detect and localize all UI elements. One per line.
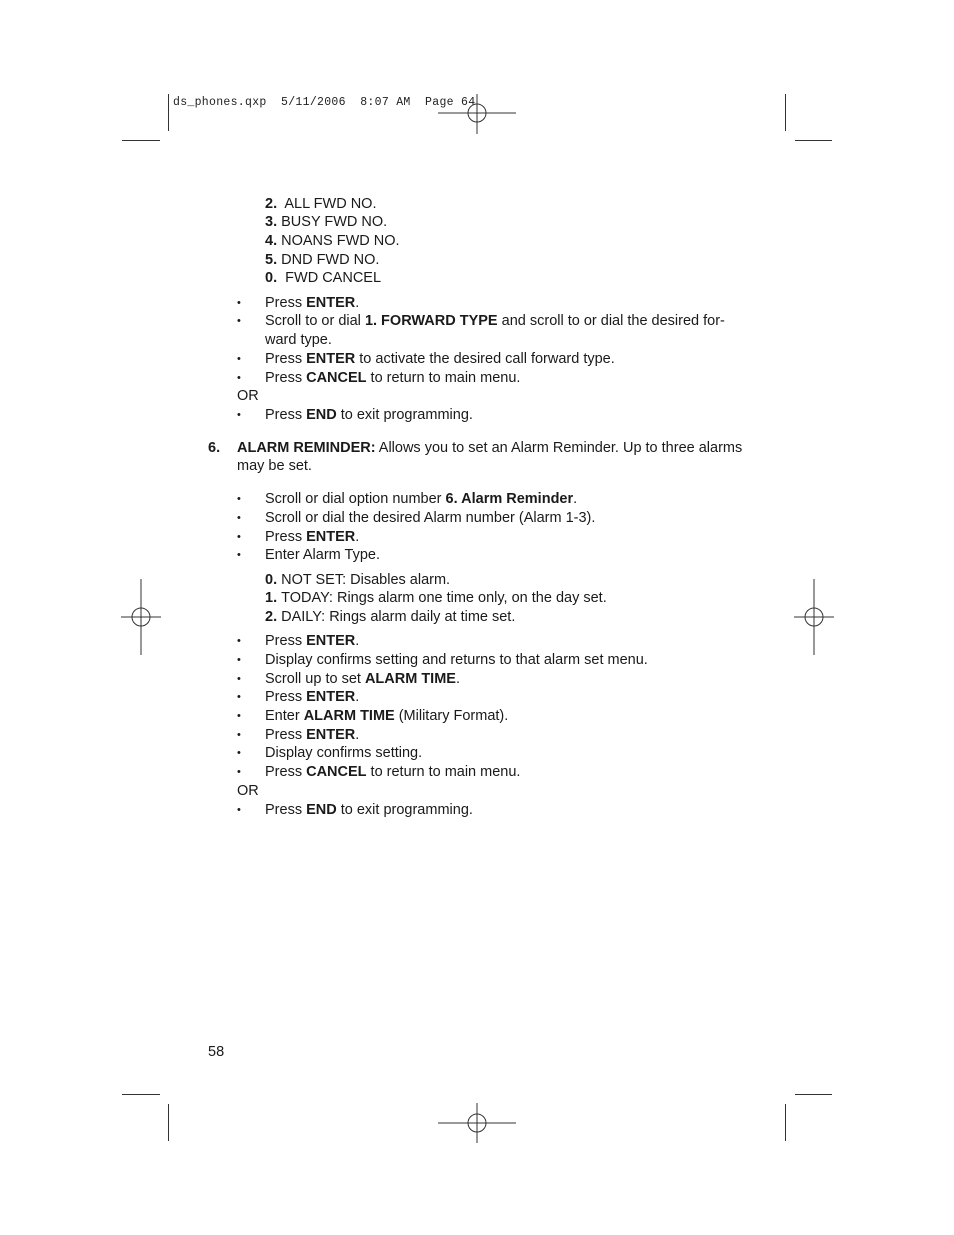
crop-mark: [122, 140, 160, 141]
section-number: 6.: [208, 440, 221, 456]
section-description: may be set.: [237, 458, 312, 474]
step-text: Press ENTER.: [265, 727, 360, 743]
fwd-option: 5. DND FWD NO.: [265, 252, 380, 268]
or-separator: OR: [237, 388, 259, 404]
step-text: Press END to exit programming.: [265, 407, 473, 423]
registration-mark-icon: [794, 579, 834, 655]
bullet: •: [237, 654, 241, 666]
crop-mark: [168, 94, 169, 131]
bullet: •: [237, 710, 241, 722]
step-text: Display confirms setting.: [265, 745, 423, 761]
step-text-continued: ward type.: [265, 332, 332, 348]
page-number: 58: [208, 1044, 225, 1060]
alarm-type-option: 0. NOT SET: Disables alarm.: [265, 572, 451, 588]
bullet: •: [237, 315, 241, 327]
step-text: Press CANCEL to return to main menu.: [265, 370, 521, 386]
bullet: •: [237, 691, 241, 703]
registration-mark-icon: [438, 1103, 516, 1143]
step-text: Scroll to or dial 1. FORWARD TYPE and scroll to or dial the desired for-: [265, 313, 725, 329]
step-text: Display confirms setting and returns to that alarm set menu.: [265, 652, 648, 668]
alarm-type-option: 1. TODAY: Rings alarm one time only, on the day set.: [265, 590, 607, 606]
crop-mark: [795, 1094, 832, 1095]
fwd-option: 3. BUSY FWD NO.: [265, 214, 388, 230]
bullet: •: [237, 512, 241, 524]
step-text: Scroll up to set ALARM TIME.: [265, 671, 460, 687]
bullet: •: [237, 747, 241, 759]
step-text: Scroll or dial the desired Alarm number (Alarm 1-3).: [265, 510, 596, 526]
crop-mark: [168, 1104, 169, 1141]
crop-mark: [785, 94, 786, 131]
step-text: Press ENTER.: [265, 633, 360, 649]
bullet: •: [237, 531, 241, 543]
step-text: Enter ALARM TIME (Military Format).: [265, 708, 509, 724]
step-text: Scroll or dial option number 6. Alarm Reminder.: [265, 491, 578, 507]
step-text: Press ENTER.: [265, 689, 360, 705]
step-text: Press END to exit programming.: [265, 802, 473, 818]
or-separator: OR: [237, 783, 259, 799]
bullet: •: [237, 372, 241, 384]
step-text: Press CANCEL to return to main menu.: [265, 764, 521, 780]
alarm-type-option: 2. DAILY: Rings alarm daily at time set.: [265, 609, 516, 625]
crop-mark: [122, 1094, 160, 1095]
bullet: •: [237, 766, 241, 778]
bullet: •: [237, 549, 241, 561]
step-text: Press ENTER to activate the desired call forward type.: [265, 351, 615, 367]
bullet: •: [237, 353, 241, 365]
bullet: •: [237, 635, 241, 647]
bullet: •: [237, 729, 241, 741]
registration-mark-icon: [438, 94, 516, 134]
fwd-option: 0. FWD CANCEL: [265, 270, 382, 286]
step-text: Enter Alarm Type.: [265, 547, 380, 563]
crop-mark: [795, 140, 832, 141]
printer-slug: ds_phones.qxp 5/11/2006 8:07 AM Page 64: [173, 96, 476, 109]
bullet: •: [237, 804, 241, 816]
bullet: •: [237, 493, 241, 505]
registration-mark-icon: [121, 579, 161, 655]
fwd-option: 4. NOANS FWD NO.: [265, 233, 400, 249]
step-text: Press ENTER.: [265, 295, 360, 311]
section-heading: ALARM REMINDER: Allows you to set an Alarm Reminder. Up to three alarms: [237, 440, 743, 456]
step-text: Press ENTER.: [265, 529, 360, 545]
bullet: •: [237, 297, 241, 309]
crop-mark: [785, 1104, 786, 1141]
bullet: •: [237, 673, 241, 685]
fwd-option: 2. ALL FWD NO.: [265, 196, 377, 212]
bullet: •: [237, 409, 241, 421]
